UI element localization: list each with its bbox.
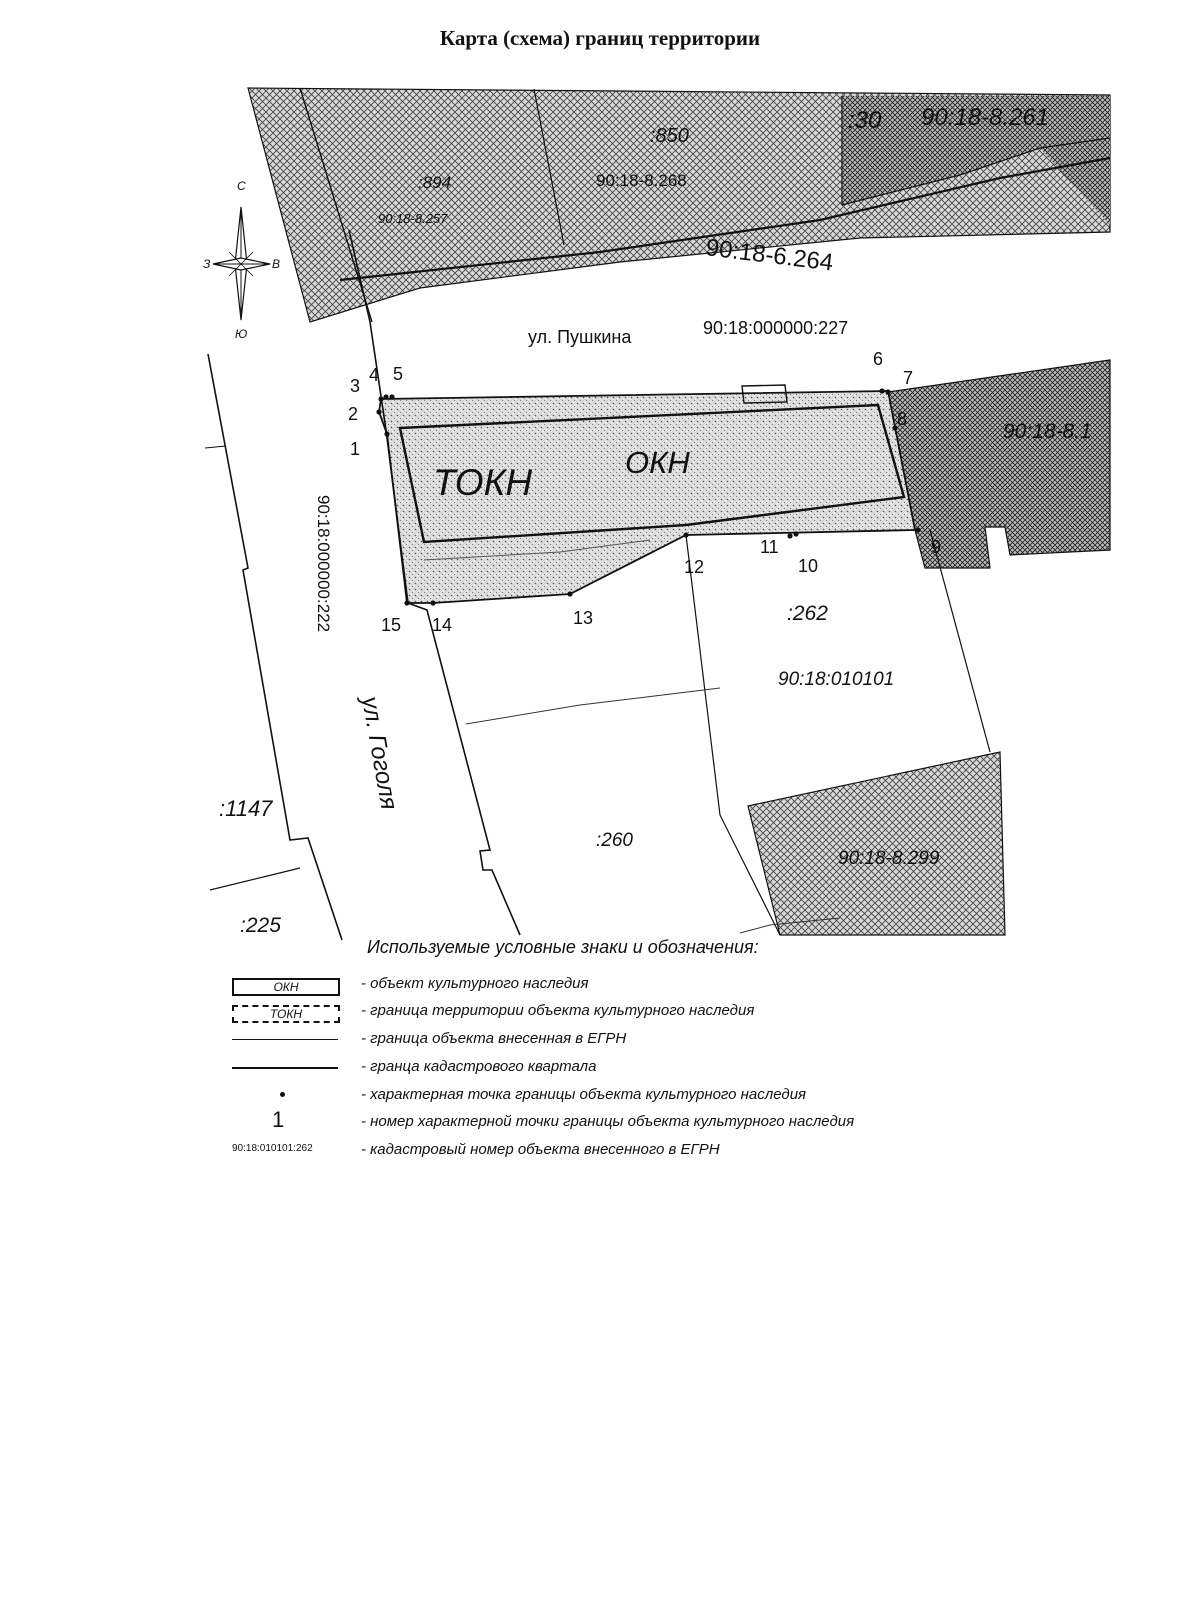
point-4 (383, 394, 388, 399)
compass-south: Ю (235, 327, 248, 341)
point-10 (793, 531, 798, 536)
point-label-10: 10 (798, 556, 819, 576)
point-13 (567, 591, 572, 596)
label-30: :30 (848, 107, 882, 134)
point-number-symbol: 1 (272, 1107, 285, 1132)
label-1147: :1147 (219, 796, 273, 821)
street-edge (208, 354, 342, 940)
point-label-5: 5 (393, 364, 404, 384)
label-30-num: 90:18-8.261 (921, 104, 1050, 131)
label-299: 90:18-8.299 (838, 848, 940, 869)
label-850: :850 (650, 125, 689, 147)
label-street-227: 90:18:000000:227 (703, 318, 849, 338)
legend-item-cadastral-number (0, 1139, 1200, 1167)
point-14 (430, 600, 435, 605)
point-label-13: 13 (573, 608, 594, 628)
label-225: :225 (240, 914, 281, 937)
label-east-parcel: 90:18-8.1 (1003, 420, 1092, 443)
parcel-299-area (748, 752, 1005, 935)
legend-item-okn (0, 973, 1200, 1001)
legend-item-point (0, 1084, 1200, 1112)
street-label-gogolya: ул. Гоголя (356, 694, 403, 812)
legend-text: - характерная точка границы объекта культурного наследия (361, 1086, 807, 1103)
legend-item-egrn-boundary (0, 1028, 1200, 1056)
point-label-7: 7 (903, 368, 914, 388)
label-quarter-010101: 90:18:010101 (778, 669, 895, 690)
egrn-boundary-symbol (232, 1039, 338, 1040)
point-label-6: 6 (873, 349, 884, 369)
point-15 (404, 600, 409, 605)
label-260: :260 (596, 830, 633, 851)
compass-west: З (203, 257, 211, 271)
point-2 (376, 409, 381, 414)
point-label-14: 14 (432, 615, 453, 635)
parcel-boundary (210, 868, 300, 890)
legend-text: - номер характерной точки границы объекта культурного наследия (361, 1113, 855, 1130)
point-label-15: 15 (381, 615, 402, 635)
legend-text: - объект культурного наследия (361, 975, 589, 992)
label-850-num: 90:18-8.268 (596, 171, 687, 190)
tokn-symbol: ТОКН (232, 1005, 340, 1023)
point-label-4: 4 (369, 365, 380, 385)
point-6 (879, 388, 884, 393)
point-3 (378, 396, 383, 401)
label-894-num: 90:18-8.257 (378, 211, 448, 226)
label-894: :894 (418, 173, 452, 192)
point-11 (787, 533, 792, 538)
label-quarter-264: 90:18-6.264 (704, 234, 835, 277)
point-symbol (280, 1092, 285, 1097)
page-title: Карта (схема) границ территории (439, 26, 761, 50)
point-label-8: 8 (897, 409, 908, 429)
point-12 (683, 532, 688, 537)
legend-text: - кадастровый номер объекта внесенного в ЕГРН (361, 1141, 720, 1158)
legend-item-point-number (0, 1107, 1200, 1139)
parcel-boundary (466, 688, 720, 724)
point-label-12: 12 (684, 557, 705, 577)
label-tokn: ТОКН (433, 462, 533, 503)
parcel-boundary (205, 446, 226, 448)
legend-text: - гранца кадастрового квартала (361, 1058, 597, 1075)
point-label-3: 3 (350, 376, 361, 396)
point-label-9: 9 (931, 537, 942, 557)
okn-symbol: ОКН (232, 978, 340, 996)
compass-rose (203, 179, 280, 341)
point-label-1: 1 (350, 439, 361, 459)
point-5 (389, 394, 394, 399)
compass-north: С (237, 179, 246, 193)
quarter-boundary-symbol (232, 1067, 338, 1069)
east-parcel-area (888, 360, 1110, 568)
label-street-222: 90:18:000000:222 (314, 495, 333, 633)
point-7 (885, 389, 890, 394)
legend-item-quarter-boundary (0, 1056, 1200, 1084)
compass-east: В (272, 257, 281, 271)
label-okn: ОКН (625, 445, 690, 480)
legend-item-tokn (0, 1000, 1200, 1028)
legend-text: - граница территории объекта культурного наследия (361, 1002, 755, 1019)
label-262: :262 (787, 602, 828, 625)
point-9 (915, 527, 920, 532)
point-label-2: 2 (348, 404, 359, 424)
point-label-11: 11 (760, 537, 779, 557)
cadastral-number-symbol: 90:18:010101:262 (232, 1143, 313, 1154)
street-label-pushkina: ул. Пушкина (528, 327, 632, 347)
point-1 (384, 431, 389, 436)
legend-text: - граница объекта внесенная в ЕГРН (361, 1030, 627, 1047)
legend-title: Используемые условные знаки и обозначения: (367, 937, 759, 957)
